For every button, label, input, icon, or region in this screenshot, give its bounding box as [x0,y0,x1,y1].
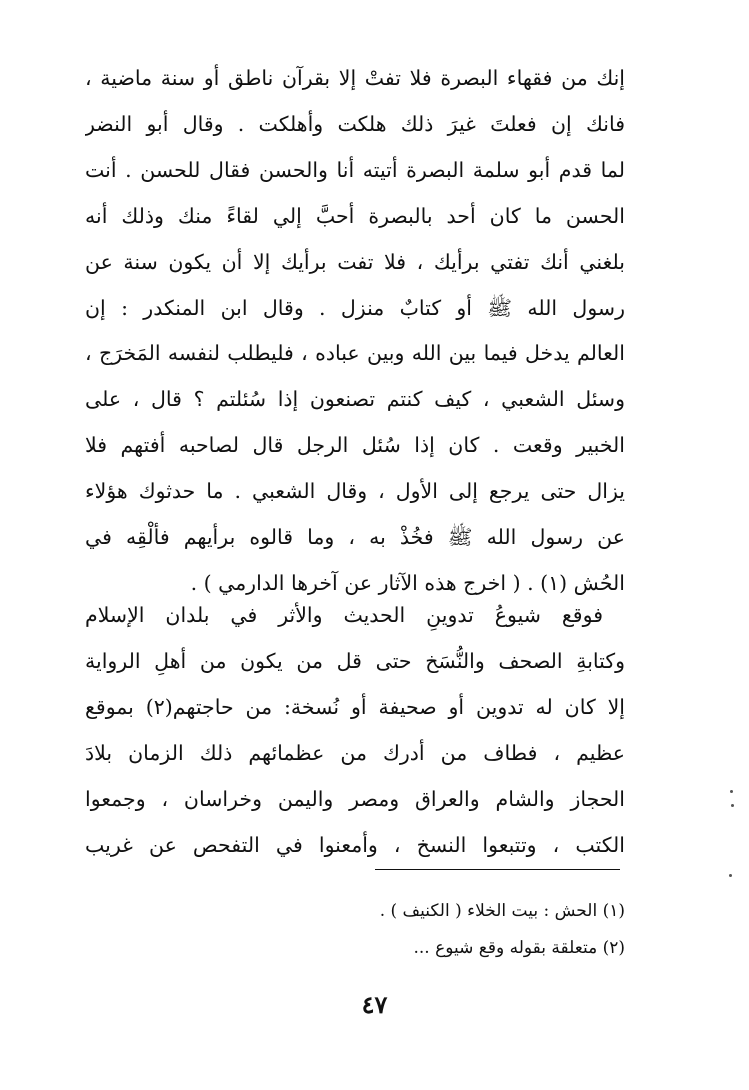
text-line: وكتابةِ الصحف والنُّسَخ حتى قل من يكون من أهلِ الرواية [85,648,625,673]
text-line: الحجاز والشام والعراق ومصر واليمن وخراسان ، وجمعوا [85,786,625,811]
text-line: بلغني أنك تفتي برأيك ، فلا تفت برأيك إلا أن يكون سنة عن [85,249,625,274]
text-line: وسئل الشعبي ، كيف كنتم تصنعون إذا سُئلتم ؟ قال ، على [85,387,625,412]
text-line: العالم يدخل فيما بين الله وبين عباده ، فليطلب لنفسه المَخرَج ، [85,341,625,366]
scan-specks [728,790,736,880]
text-line: لما قدم أبو سلمة البصرة أتيته أنا والحسن فقال للحسن . أنت [85,157,625,182]
text-line: فانك إن فعلتَ غيرَ ذلك هلكت وأهلكت . وقال أبو النضر [85,111,625,136]
footnotes [200,893,625,967]
text-line: إلا كان له تدوين أو صحيفة أو نُسخة: من حاجتهم(٢) بموقع [85,694,625,719]
paragraph-2 [85,593,625,868]
paragraph-1 [85,56,625,607]
page-number: ٤٧ [361,990,388,1019]
text-line: الحسن ما كان أحد بالبصرة أحبَّ إلي لقاءً منك وذلك أنه [85,203,625,228]
text-line: عظيم ، فطاف من أدرك من عظمائهم ذلك الزمان بلادَ [85,740,625,765]
text-line: الخبير وقعت . كان إذا سُئل الرجل قال لصاحبه أفتهم فلا [85,433,625,458]
text-line: عن رسول الله ﷺ فخُذْ به ، وما قالوه برأيهم فألْقِه في [85,525,625,550]
text-line: فوقع شيوعُ تدوينِ الحديث والأثر في بلدان الإسلام [85,603,603,627]
text-line: رسول الله ﷺ أو كتابٌ منزل . وقال ابن المنكدر : إن [85,295,625,320]
text-line: إنك من فقهاء البصرة فلا تفتْ إلا بقرآن ناطق أو سنة ماضية ، [85,66,625,90]
text-line: يزال حتى يرجع إلى الأول ، وقال الشعبي . ما حدثوك هؤلاء [85,479,625,504]
text-line: الكتب ، وتتبعوا النسخ ، وأمعنوا في التفحص عن غريب [85,832,625,857]
footnote-2: (٢) متعلقة بقوله وقع شيوع ... [413,938,625,958]
footnote-separator [375,869,620,870]
footnote-1: (١) الحش : بيت الخلاء ( الكنيف ) . [379,901,625,921]
text-line: الحُش (١) . ( اخرج هذه الآثار عن آخرها الدارمي ) . [190,570,625,595]
